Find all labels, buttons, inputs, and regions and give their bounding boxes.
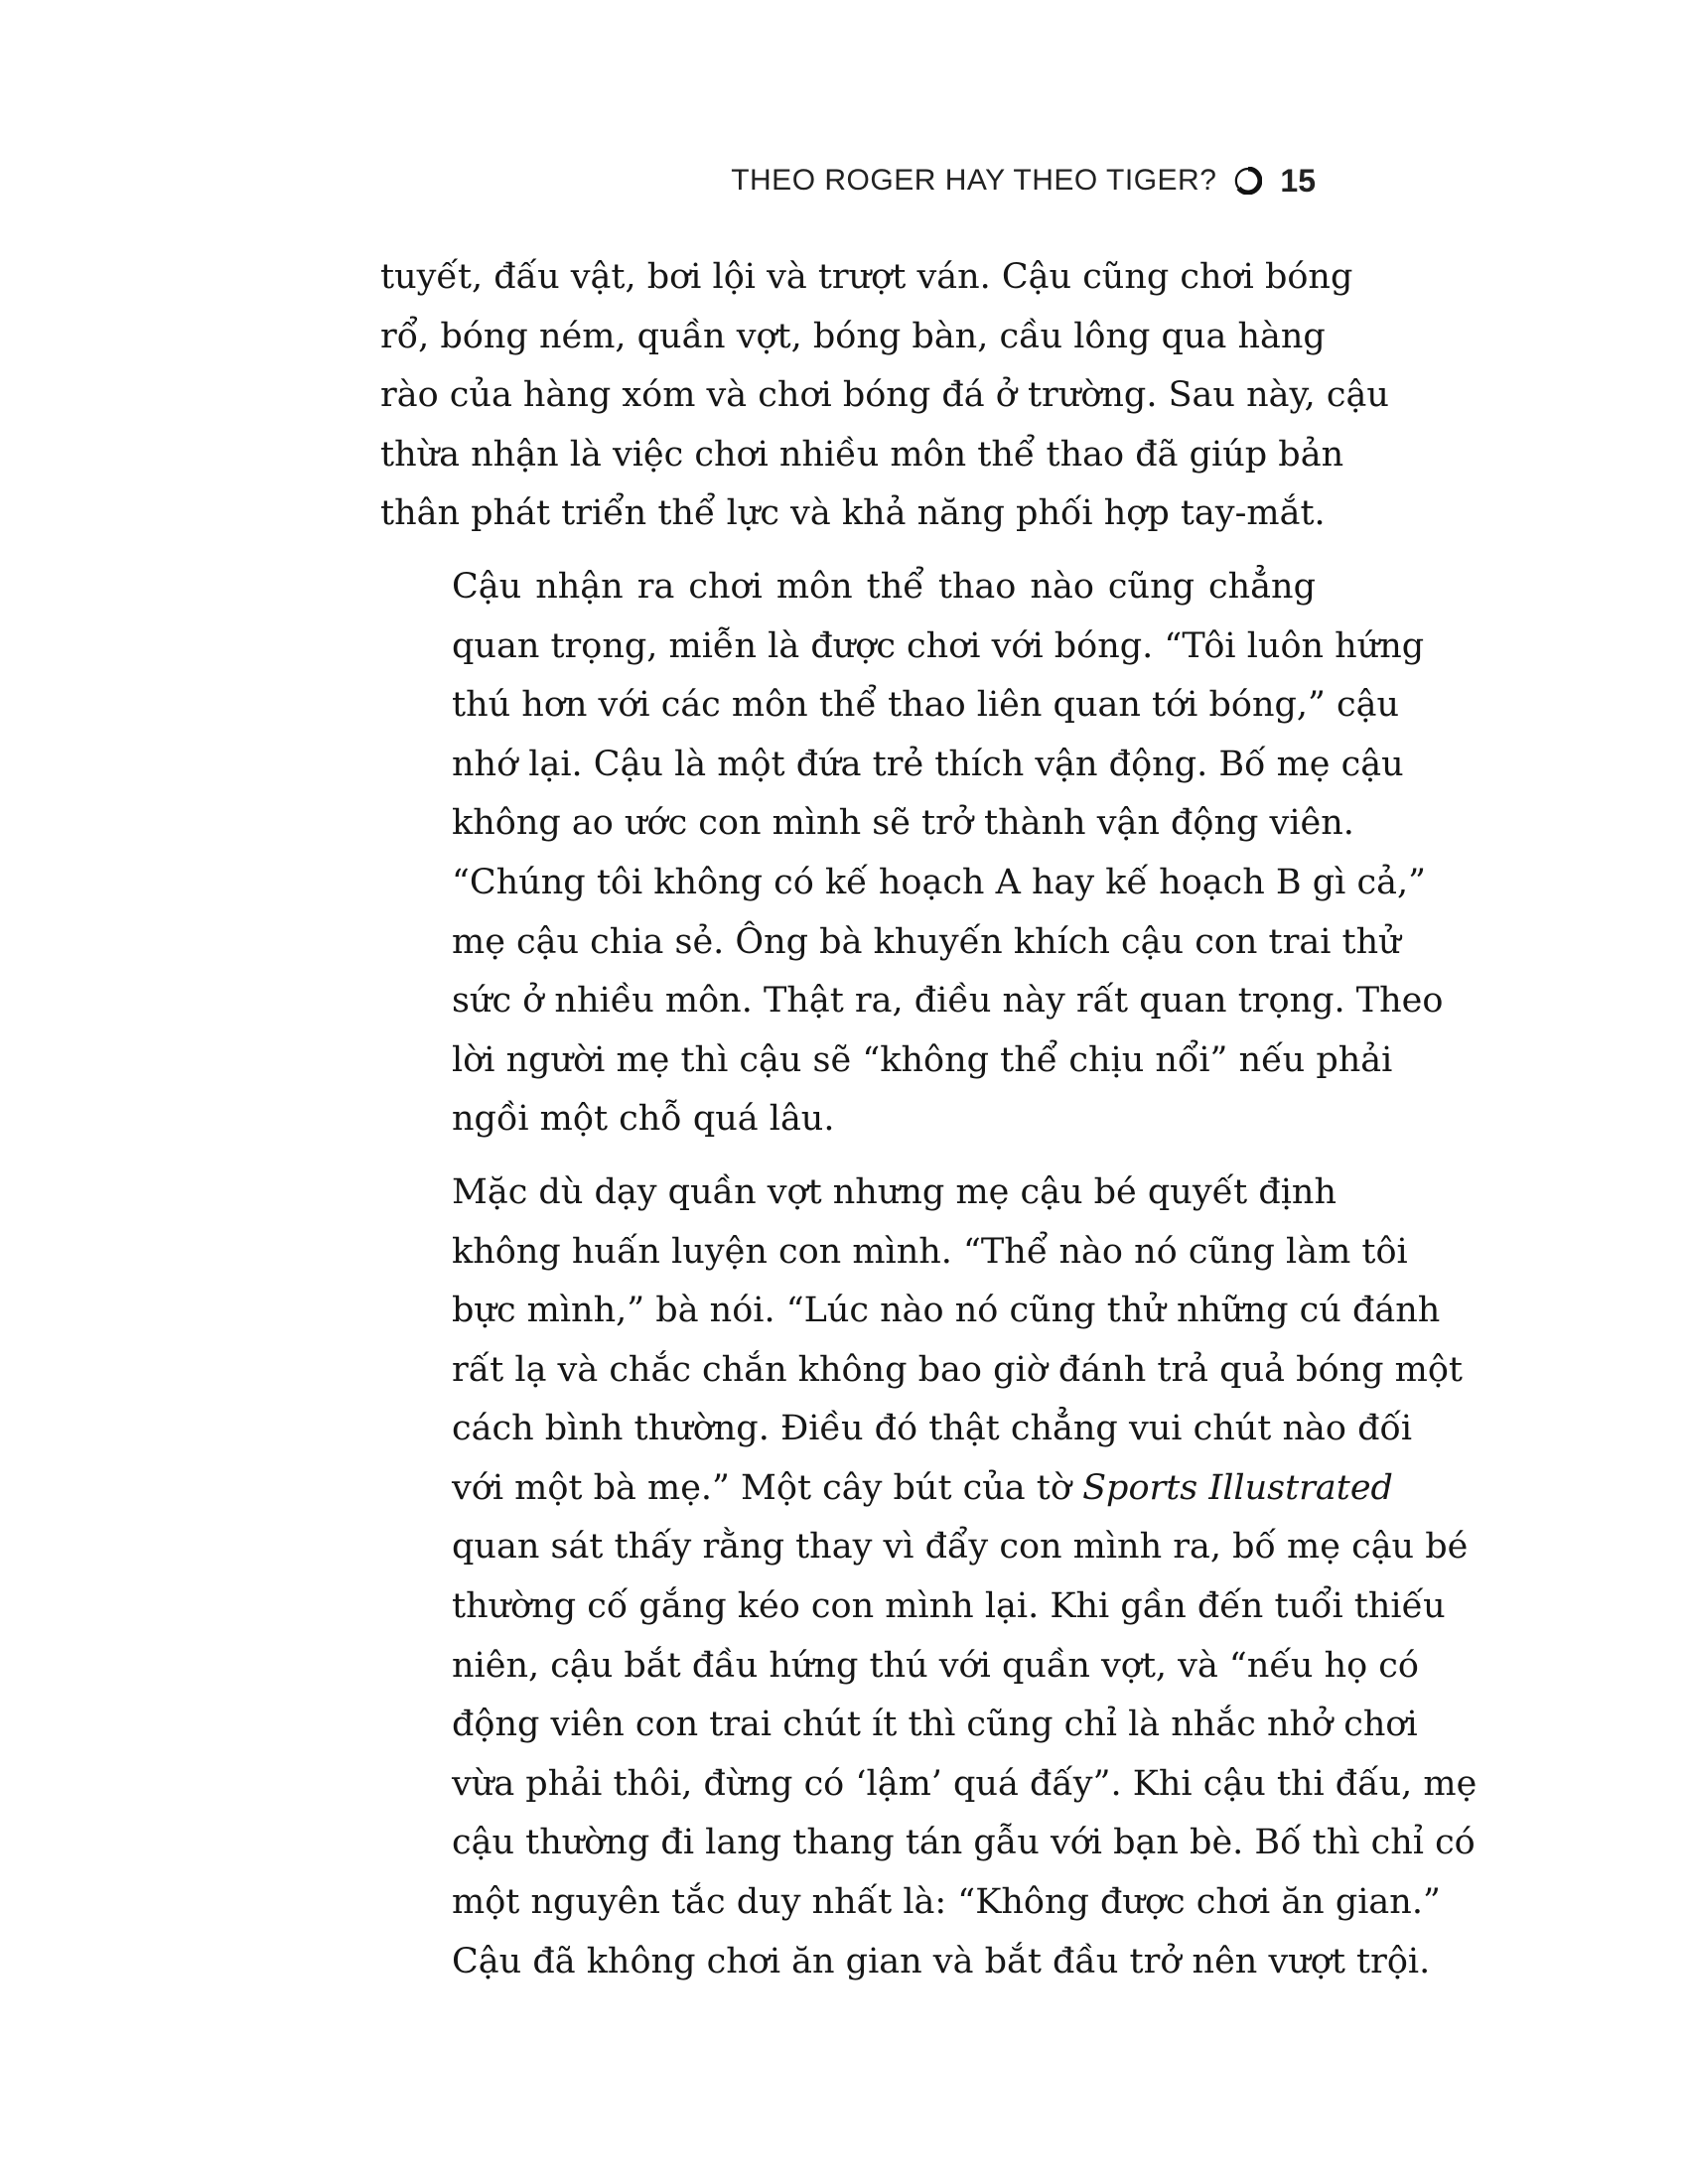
page-number: 15 (1280, 162, 1316, 199)
text-line: lời người mẹ thì cậu sẽ “không thể chịu nổi” nếu phải (452, 1039, 1393, 1080)
text-line: thường cố gắng kéo con mình lại. Khi gần đến tuổi thiếu (452, 1586, 1446, 1627)
text-line: tuyết, đấu vật, bơi lội và trượt ván. Cậu cũng chơi bóng (380, 257, 1353, 297)
text-line: không ao ước con mình sẽ trở thành vận động viên. (452, 803, 1354, 844)
text-line: cậu thường đi lang thang tán gẫu với bạn bè. Bố thì chỉ có (452, 1823, 1476, 1863)
text-line: thú hơn với các môn thể thao liên quan tới bóng,” cậu (452, 685, 1400, 726)
text-line: một nguyên tắc duy nhất là: “Không được chơi ăn gian.” (452, 1882, 1441, 1923)
text-line: nhớ lại. Cậu là một đứa trẻ thích vận động. Bố mẹ cậu (452, 744, 1404, 784)
text-line: rào của hàng xóm và chơi bóng đá ở trường. Sau này, cậu (380, 375, 1389, 416)
paragraph (380, 248, 1389, 544)
text-line: Cậu nhận ra chơi môn thể thao nào cũng chẳng (452, 566, 1316, 607)
text-line: cách bình thường. Điều đó thật chẳng vui chút nào đối (452, 1409, 1413, 1449)
text-line: vừa phải thôi, đừng có ‘lậm’ quá đấy”. Khi cậu thi đấu, mẹ (452, 1763, 1477, 1804)
text-run: với một bà mẹ.” Một cây bút của tờ (452, 1467, 1083, 1508)
text-line: mẹ cậu chia sẻ. Ông bà khuyến khích cậu con trai thử (452, 921, 1401, 962)
italic-title: Sports Illustrated (1082, 1467, 1393, 1508)
paragraph (380, 1163, 1477, 1991)
text-line: Cậu đã không chơi ăn gian và bắt đầu trở nên vượt trội. (452, 1941, 1431, 1981)
running-head (731, 159, 1316, 203)
text-line: rổ, bóng ném, quần vợt, bóng bàn, cầu lông qua hàng (380, 316, 1326, 356)
text-line: niên, cậu bắt đầu hứng thú với quần vợt, và “nếu họ có (452, 1645, 1419, 1686)
text-line: thân phát triển thể lực và khả năng phối hợp tay-mắt. (380, 493, 1326, 534)
text-line: quan sát thấy rằng thay vì đẩy con mình ra, bố mẹ cậu bé (452, 1527, 1469, 1568)
text-line: rất lạ và chắc chắn không bao giờ đánh trả quả bóng một (452, 1349, 1463, 1390)
text-line: ngồi một chỗ quá lâu. (452, 1099, 835, 1140)
text-line: thừa nhận là việc chơi nhiều môn thể thao đã giúp bản (380, 434, 1344, 475)
text-line: “Chúng tôi không có kế hoạch A hay kế hoạch B gì cả,” (452, 862, 1426, 902)
text-line: quan trọng, miễn là được chơi với bóng. “Tôi luôn hứng (452, 625, 1425, 666)
body-text (380, 248, 1477, 1991)
text-line: sức ở nhiều môn. Thật ra, điều này rất quan trọng. Theo (452, 981, 1444, 1022)
running-head-title: THEO ROGER HAY THEO TIGER? (731, 164, 1217, 197)
text-line: động viên con trai chút ít thì cũng chỉ là nhắc nhở chơi (452, 1705, 1418, 1745)
paragraph (380, 558, 1444, 1150)
text-line: không huấn luyện con mình. “Thể nào nó cũng làm tôi (452, 1231, 1408, 1272)
text-line: bực mình,” bà nói. “Lúc nào nó cũng thử những cú đánh (452, 1291, 1441, 1331)
text-line: Mặc dù dạy quần vợt nhưng mẹ cậu bé quyết định (452, 1171, 1336, 1212)
text-line (380, 1459, 1393, 1519)
open-circle-icon (1234, 167, 1262, 195)
